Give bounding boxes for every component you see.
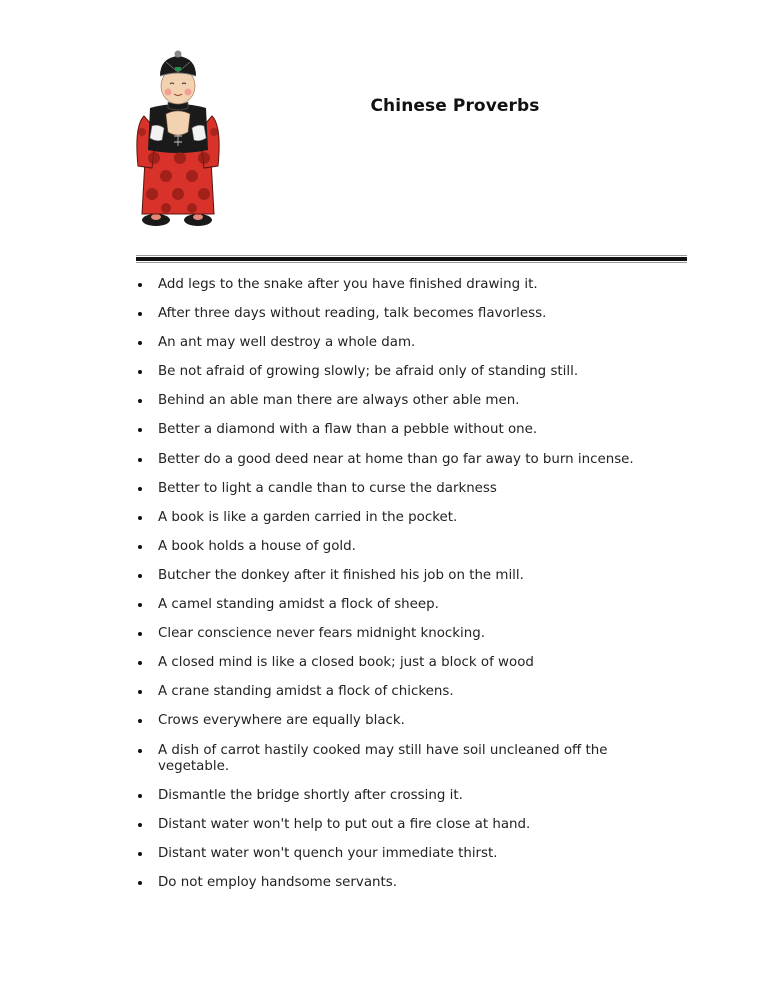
list-item [138,393,658,409]
proverb-text: A book is like a garden carried in the pocket. [158,509,458,525]
proverb-text: Be not afraid of growing slowly; be afraid only of standing still. [158,364,579,380]
proverb-text: Better do a good deed near at home than go far away to burn incense. [158,451,634,467]
bullet-icon [138,428,142,432]
proverb-text: A closed mind is like a closed book; just a block of wood [158,655,534,671]
proverb-text: A crane standing amidst a flock of chickens. [158,684,454,700]
bullet-icon [138,516,142,520]
list-item [138,481,658,497]
list-item [138,422,658,438]
list-item [138,510,658,526]
proverb-text: Do not employ handsome servants. [158,874,398,890]
bullet-icon [138,545,142,549]
bullet-icon [138,719,142,723]
bullet-icon [138,399,142,403]
list-item [138,817,658,833]
list-item [138,597,658,613]
bullet-icon [138,794,142,798]
bullet-icon [138,487,142,491]
bullet-icon [138,312,142,316]
chinese-boy-illustration [132,46,224,230]
proverb-text: Clear conscience never fears midnight knocking. [158,626,485,642]
proverb-text: A dish of carrot hastily cooked may still have soil uncleaned off the vegetable. [158,742,608,774]
list-item [138,846,658,862]
proverb-text: An ant may well destroy a whole dam. [158,335,416,351]
horizontal-rule-divider [136,255,687,263]
list-item [138,306,658,322]
list-item [138,568,658,584]
bullet-icon [138,458,142,462]
proverb-text: Add legs to the snake after you have finished drawing it. [158,277,538,292]
list-item [138,364,658,380]
proverb-text: Butcher the donkey after it finished his job on the mill. [158,567,524,583]
proverb-list [138,277,658,904]
list-item [138,875,658,891]
list-item [138,626,658,642]
bullet-icon [138,852,142,856]
bullet-icon [138,370,142,374]
bullet-icon [138,661,142,665]
list-item [138,539,658,555]
bullet-icon [138,283,142,287]
list-item [138,743,658,775]
proverb-text: A book holds a house of gold. [158,538,356,554]
list-item [138,655,658,671]
proverb-text: Behind an able man there are always other able men. [158,393,520,409]
proverb-text: Crows everywhere are equally black. [158,713,405,729]
list-item [138,788,658,804]
figure-icon [132,46,224,230]
proverb-text: A camel standing amidst a flock of sheep. [158,597,439,613]
proverb-text: Distant water won't help to put out a fire close at hand. [158,816,531,832]
list-item [138,713,658,729]
bullet-icon [138,632,142,636]
list-item [138,452,658,468]
proverb-text: Better a diamond with a flaw than a pebble without one. [158,422,538,438]
list-item [138,684,658,700]
proverb-text: Better to light a candle than to curse the darkness [158,480,497,496]
bullet-icon [138,823,142,827]
bullet-icon [138,574,142,578]
proverb-text: Distant water won't quench your immediate thirst. [158,845,498,861]
list-item [138,335,658,351]
proverb-text: Dismantle the bridge shortly after crossing it. [158,787,463,803]
bullet-icon [138,749,142,753]
page-title: Chinese Proverbs [370,96,540,116]
bullet-icon [138,881,142,885]
list-item [138,277,658,293]
bullet-icon [138,690,142,694]
bullet-icon [138,603,142,607]
bullet-icon [138,341,142,345]
proverb-text: After three days without reading, talk becomes flavorless. [158,306,547,322]
